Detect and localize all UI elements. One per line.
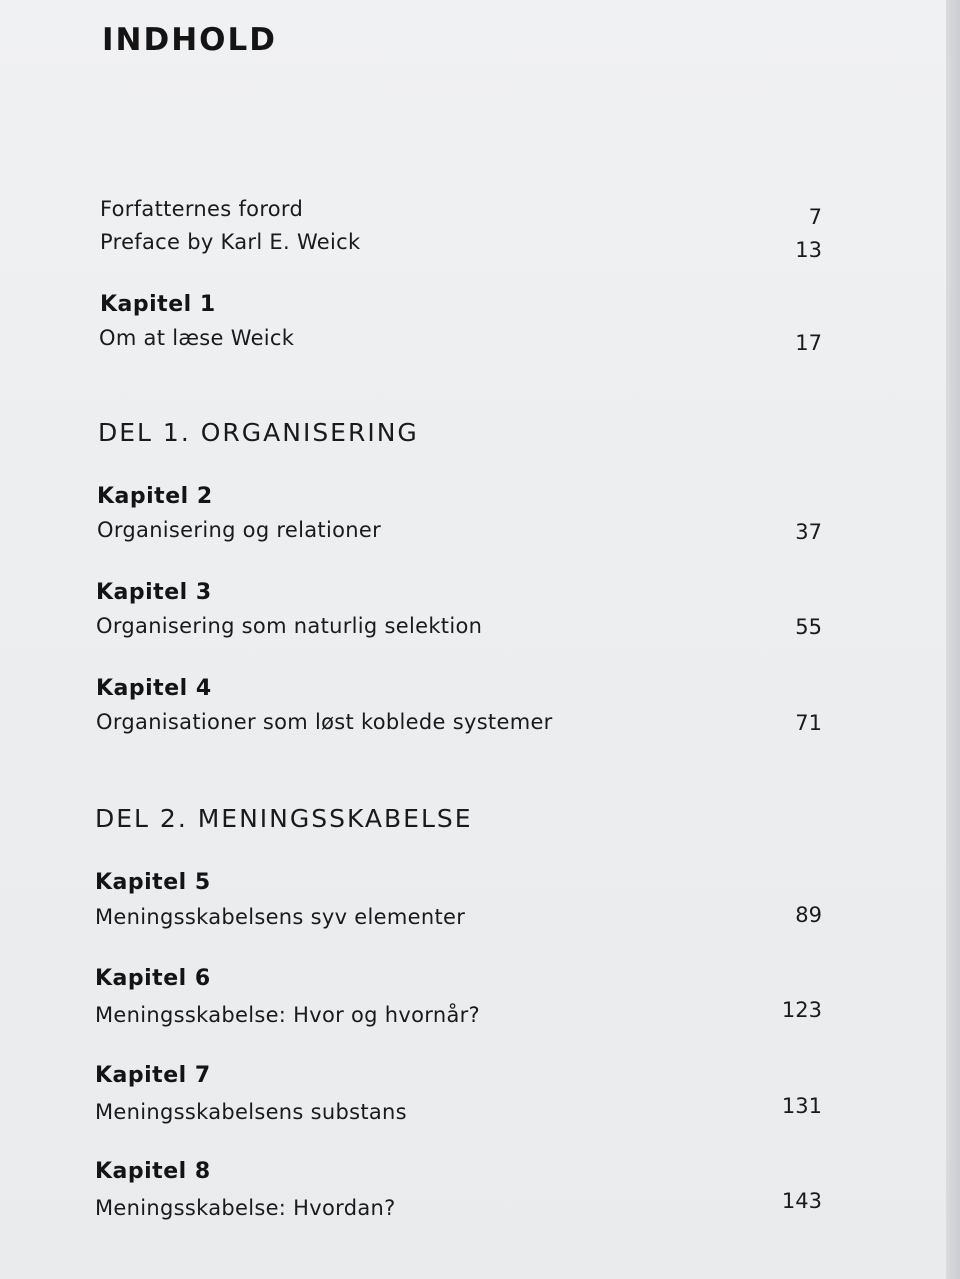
toc-entry-page: 37 <box>795 520 822 544</box>
toc-entry-page: 17 <box>795 331 822 355</box>
toc-entry-label: Meningsskabelse: Hvor og hvornår? <box>95 1003 480 1027</box>
toc-entry-page: 71 <box>795 711 822 735</box>
chapter-number: Kapitel 4 <box>96 676 212 701</box>
chapter-number: Kapitel 8 <box>95 1159 211 1184</box>
toc-entry-page: 55 <box>795 615 822 639</box>
toc-entry-label: Om at læse Weick <box>99 326 295 350</box>
toc-entry-page: 7 <box>808 205 822 229</box>
part-heading: DEL 1. ORGANISERING <box>98 418 419 447</box>
toc-entry-page: 89 <box>795 903 822 927</box>
part-heading: DEL 2. MENINGSSKABELSE <box>95 804 473 833</box>
chapter-number: Kapitel 5 <box>95 870 211 895</box>
chapter-number: Kapitel 7 <box>95 1063 211 1088</box>
toc-entry-label: Preface by Karl E. Weick <box>100 230 361 254</box>
page-title: INDHOLD <box>102 22 277 58</box>
toc-entry-page: 131 <box>781 1094 822 1118</box>
toc-entry-label: Meningsskabelsens syv elementer <box>95 905 466 929</box>
toc-entry-label: Organisationer som løst koblede systemer <box>96 710 553 734</box>
toc-entry-label: Forfatternes forord <box>100 197 304 221</box>
toc-entry-label: Organisering som naturlig selektion <box>96 614 483 638</box>
toc-entry-page: 13 <box>795 238 822 262</box>
toc-entry-label: Organisering og relationer <box>97 518 382 542</box>
toc-entry-page: 143 <box>781 1189 822 1213</box>
page-edge <box>946 0 960 1279</box>
chapter-number: Kapitel 6 <box>95 966 211 991</box>
toc-entry-label: Meningsskabelse: Hvordan? <box>95 1196 396 1220</box>
chapter-number: Kapitel 3 <box>96 580 212 605</box>
toc-entry-page: 123 <box>781 998 822 1022</box>
toc-entry-label: Meningsskabelsens substans <box>95 1100 407 1124</box>
chapter-number: Kapitel 1 <box>100 292 216 317</box>
chapter-number: Kapitel 2 <box>97 484 213 509</box>
